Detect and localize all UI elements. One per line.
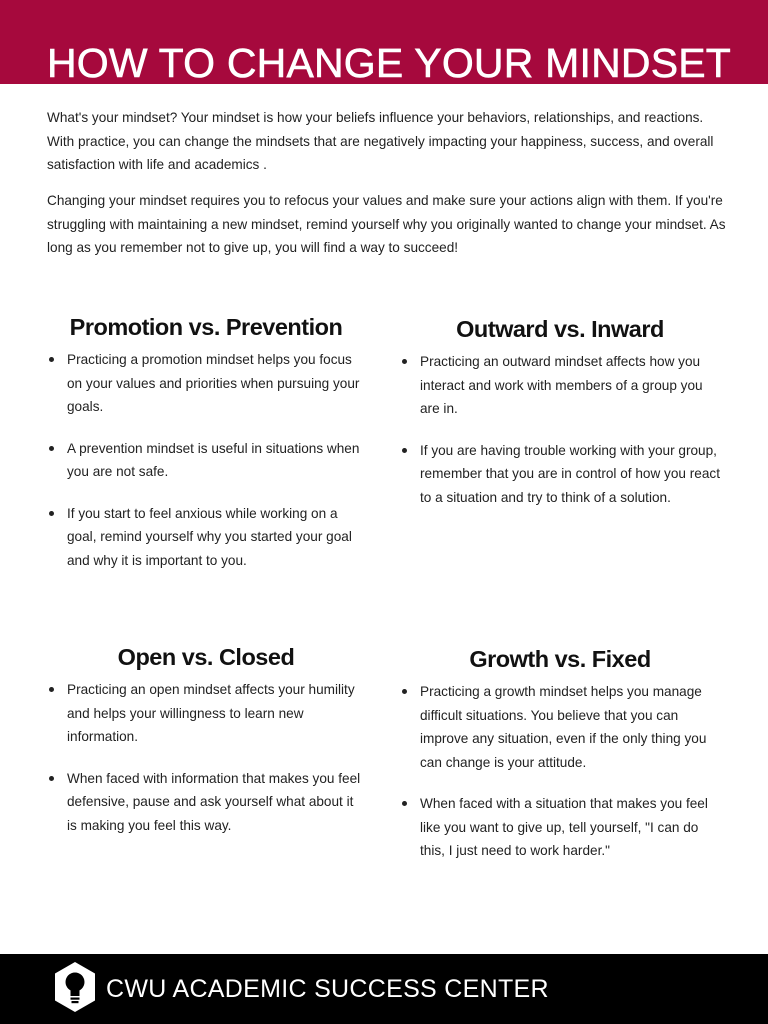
bullet-icon bbox=[49, 687, 54, 692]
list-item bbox=[400, 350, 720, 421]
list-item-text: When faced with a situation that makes you feel like you want to give up, tell yourself, "I can do this, I just need to work harder." bbox=[420, 796, 708, 858]
bullet-icon bbox=[402, 689, 407, 694]
intro-paragraph-2: Changing your mindset requires you to refocus your values and make sure your actions align with them. If you're struggling with maintaining a new mindset, remind yourself why you originally wanted to change your mindset. As long as you remember not to give up, you will find a way to succeed! bbox=[47, 193, 726, 255]
bullet-icon bbox=[402, 448, 407, 453]
list-item-text: If you are having trouble working with your group, remember that you are in control of how you react to a situation and try to think of a solution. bbox=[420, 442, 720, 505]
section-growth-vs-fixed bbox=[400, 644, 720, 881]
bullet-list bbox=[400, 350, 720, 509]
bullet-icon bbox=[49, 776, 54, 781]
footer-org-name: CWU ACADEMIC SUCCESS CENTER bbox=[106, 975, 549, 1003]
list-item bbox=[47, 437, 365, 484]
section-title: Open vs. Closed bbox=[117, 644, 295, 670]
bullet-list bbox=[47, 348, 365, 572]
section-outward-vs-inward bbox=[400, 314, 720, 527]
list-item-text: When faced with information that makes you feel defensive, pause and ask yourself what about it is making you feel this way. bbox=[67, 770, 361, 833]
list-item-text: If you start to feel anxious while working on a goal, remind yourself why you started your goal and why it is important to you. bbox=[67, 505, 352, 568]
list-item bbox=[400, 792, 720, 863]
list-item bbox=[47, 767, 365, 838]
list-item bbox=[400, 680, 720, 774]
list-item bbox=[47, 348, 365, 419]
list-item bbox=[47, 502, 365, 573]
bullet-list bbox=[47, 678, 365, 837]
footer-bar bbox=[0, 954, 768, 1024]
page-title: HOW TO CHANGE YOUR MINDSET bbox=[47, 40, 732, 86]
section-open-vs-closed bbox=[47, 642, 365, 855]
section-title: Growth vs. Fixed bbox=[469, 646, 651, 672]
list-item bbox=[400, 439, 720, 510]
section-title: Promotion vs. Prevention bbox=[69, 314, 343, 340]
bullet-icon bbox=[49, 511, 54, 516]
list-item-text: Practicing an outward mindset affects how you interact and work with members of a group you are in. bbox=[420, 354, 703, 416]
bullet-icon bbox=[402, 359, 407, 364]
bullet-icon bbox=[49, 357, 54, 362]
list-item bbox=[47, 678, 365, 749]
bullet-icon bbox=[402, 801, 407, 806]
header-banner bbox=[0, 0, 768, 84]
list-item-text: Practicing a promotion mindset helps you focus on your values and priorities when pursuing your goals. bbox=[67, 352, 360, 414]
bullet-list bbox=[400, 680, 720, 863]
list-item-text: Practicing a growth mindset helps you manage difficult situations. You believe that you can improve any situation, even if the only thing you can change is your attitude. bbox=[420, 684, 707, 770]
intro-paragraph-1: What's your mindset? Your mindset is how your beliefs influence your behaviors, relationships, and reactions. With practice, you can change the mindsets that are negatively impacting your happiness, success, and overall satisfaction with life and academics . bbox=[47, 110, 714, 172]
list-item-text: A prevention mindset is useful in situations when you are not safe. bbox=[67, 440, 360, 479]
bullet-icon bbox=[49, 446, 54, 451]
section-title: Outward vs. Inward bbox=[456, 316, 664, 342]
lightbulb-hexagon-icon bbox=[52, 960, 98, 1014]
section-promotion-vs-prevention bbox=[47, 312, 365, 590]
list-item-text: Practicing an open mindset affects your humility and helps your willingness to learn new information. bbox=[67, 682, 355, 744]
